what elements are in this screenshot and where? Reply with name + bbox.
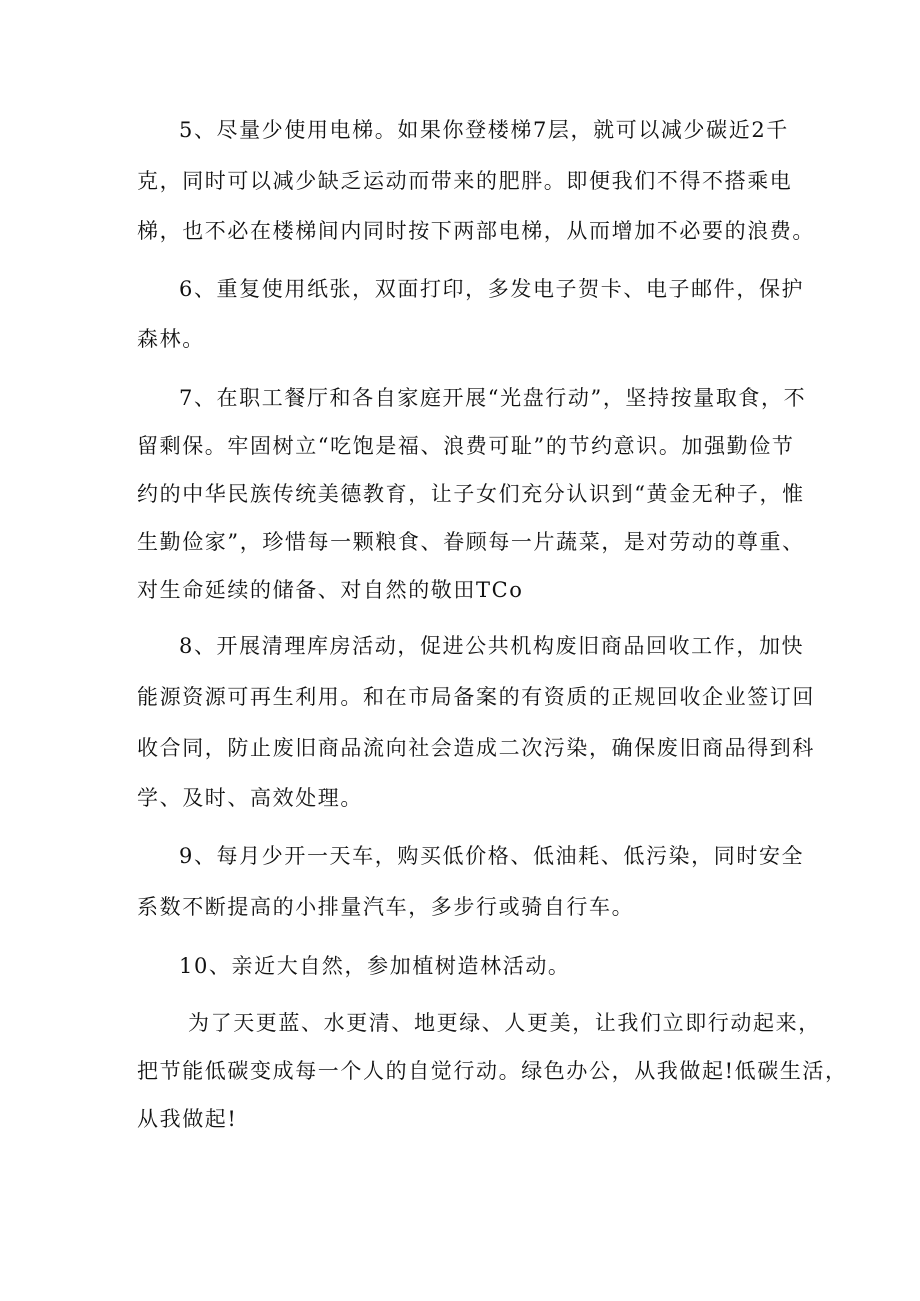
text-line: 把节能低碳变成每一个人的自觉行动。绿色办公，从我做起!低碳生活， (137, 1059, 848, 1083)
text-line: 对生命延续的储备、对自然的敬田TCo (137, 578, 524, 602)
text-line: 从我做起! (137, 1107, 238, 1131)
text-line: 7、在职工餐厅和各自家庭开展“光盘行动”，坚持按量取食，不 (179, 386, 807, 410)
text-line: 为了天更蓝、水更清、地更绿、人更美，让我们立即行动起来， (188, 1011, 821, 1035)
text-line: 学、及时、高效处理。 (137, 786, 363, 810)
text-line: 梯，也不必在楼梯间内同时按下两部电梯，从而增加不必要的浪费。 (137, 219, 815, 243)
text-line: 收合同，防止废旧商品流向社会造成二次污染，确保废旧商品得到科 (137, 736, 815, 760)
text-line: 克，同时可以减少缺乏运动而带来的肥胖。即便我们不得不搭乘电 (137, 169, 793, 193)
text-line: 森林。 (137, 327, 205, 351)
text-line: 5、尽量少使用电梯。如果你登楼梯7层，就可以减少碳近2千 (179, 118, 789, 142)
text-line: 6、重复使用纸张，双面打印，多发电子贺卡、电子邮件，保护 (179, 277, 805, 301)
text-line: 系数不断提高的小排量汽车，多步行或骑自行车。 (137, 895, 635, 919)
text-line: 9、每月少开一天车，购买低价格、低油耗、低污染，同时安全 (179, 844, 805, 868)
text-line: 8、开展清理库房活动，促进公共机构废旧商品回收工作，加快 (179, 634, 805, 658)
text-line: 约的中华民族传统美德教育，让子女们充分认识到“黄金无种子，惟 (137, 482, 805, 506)
text-line: 10、亲近大自然，参加植树造林活动。 (179, 954, 571, 978)
text-line: 留剩保。牢固树立“吃饱是福、浪费可耻”的节约意识。加强勤俭节 (137, 434, 795, 458)
text-line: 能源资源可再生利用。和在市局备案的有资质的正规回收企业签订回 (137, 685, 815, 709)
text-line: 生勤俭家”，珍惜每一颗粮食、眷顾每一片蔬菜，是对劳动的尊重、 (137, 530, 805, 554)
